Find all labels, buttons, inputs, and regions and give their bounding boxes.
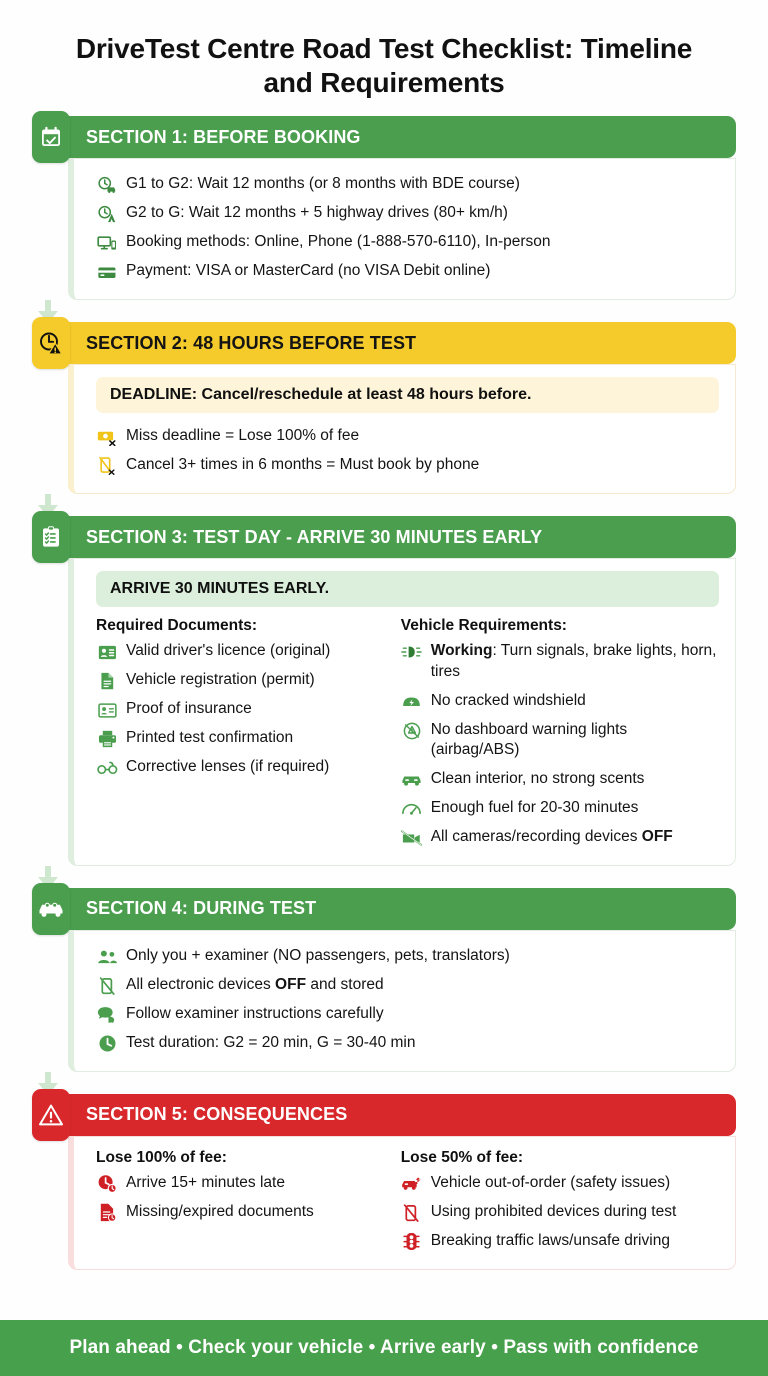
car-icon	[401, 770, 423, 790]
section-4-body	[68, 930, 736, 1072]
section-3-body	[68, 558, 736, 865]
list-item	[401, 688, 719, 715]
list-item	[96, 1170, 391, 1197]
arrive-early-callout: ARRIVE 30 MINUTES EARLY.	[96, 571, 719, 607]
footer-banner: Plan ahead • Check your vehicle • Arrive early • Pass with confidence	[0, 1320, 768, 1376]
section-2-header-row	[32, 322, 736, 364]
list-item-label: Printed test confirmation	[126, 729, 294, 747]
document-expired-icon	[96, 1203, 118, 1223]
list-item-label: No dashboard warning lights (airbag/ABS)	[430, 720, 628, 759]
printer-icon	[96, 729, 118, 749]
list-item-label: Miss deadline = Lose 100% of fee	[126, 427, 360, 445]
column-heading: Lose 100% of fee:	[96, 1148, 227, 1166]
clipboard-list-icon	[39, 525, 63, 549]
section-1	[32, 116, 736, 300]
list-item-label: G2 to G: Wait 12 months + 5 highway drives (80+ km/h)	[126, 204, 508, 222]
section-2-title: SECTION 2: 48 HOURS BEFORE TEST	[68, 322, 736, 364]
section-4-badge	[32, 883, 70, 935]
list-item	[96, 171, 719, 198]
section-3-badge	[32, 511, 70, 563]
section-4-items	[96, 943, 719, 1057]
working-rest: : Turn signals, brake lights, horn, tires	[430, 642, 717, 680]
car-occupants-icon	[38, 899, 64, 919]
fuel-gauge-icon	[401, 799, 423, 819]
id-card-icon	[96, 642, 118, 662]
list-item	[96, 725, 391, 752]
section-3-title: SECTION 3: TEST DAY - ARRIVE 30 MINUTES EARLY	[68, 516, 736, 558]
off-bold: OFF	[641, 827, 673, 845]
list-item-label: Clean interior, no strong scents	[430, 769, 645, 787]
list-item-label: Breaking traffic laws/unsafe driving	[430, 1231, 670, 1249]
list-item-label	[431, 641, 719, 682]
column-heading: Vehicle Requirements:	[400, 617, 567, 635]
list-item	[401, 1228, 719, 1255]
section-5-body	[68, 1136, 736, 1270]
list-item	[96, 943, 719, 970]
page-title: DriveTest Centre Road Test Checklist: Timeline and Requirements	[75, 33, 693, 99]
working-bold: Working	[430, 642, 493, 660]
list-item-label: Vehicle registration (permit)	[126, 671, 315, 689]
clock-warning-icon	[38, 330, 64, 356]
glasses-icon	[96, 758, 118, 778]
section-4	[32, 888, 736, 1072]
section-1-items	[96, 171, 719, 285]
section-1-title: SECTION 1: BEFORE BOOKING	[68, 116, 736, 158]
phone-off-icon	[96, 976, 118, 996]
section-5-header-row	[32, 1094, 736, 1136]
deadline-callout: DEADLINE: Cancel/reschedule at least 48 hours before.	[96, 377, 719, 413]
section-3	[32, 516, 736, 865]
section-2-body	[68, 364, 736, 494]
desktop-mobile-icon	[96, 233, 118, 253]
list-item-label: G1 to G2: Wait 12 months (or 8 months with BDE course)	[126, 175, 520, 193]
list-item	[401, 766, 719, 793]
devices-text-after: and stored	[306, 975, 384, 993]
car-repair-icon	[401, 1174, 423, 1194]
phone-prohibited-icon	[401, 1203, 423, 1223]
column-heading: Required Documents:	[96, 617, 258, 635]
list-item	[96, 972, 719, 999]
vehicle-requirements-column	[401, 617, 719, 850]
list-item	[401, 1199, 719, 1226]
section-2-items	[96, 423, 719, 479]
list-item	[401, 638, 719, 685]
off-bold: OFF	[275, 975, 307, 993]
list-item	[96, 1030, 719, 1057]
section-3-header-row	[32, 516, 736, 558]
list-item	[401, 1170, 719, 1197]
list-item-label: Follow examiner instructions carefully	[126, 1004, 384, 1022]
section-2	[32, 322, 736, 494]
list-item	[96, 754, 391, 781]
insurance-card-icon	[96, 700, 118, 720]
list-item	[96, 229, 719, 256]
two-people-icon	[96, 947, 118, 967]
headlight-icon	[401, 642, 423, 662]
list-item	[401, 717, 719, 764]
list-item-label: Payment: VISA or MasterCard (no VISA Debit online)	[126, 262, 491, 280]
list-item	[96, 638, 391, 665]
section-1-badge	[32, 111, 70, 163]
camera-off-icon	[401, 828, 423, 848]
list-item-label: Test duration: G2 = 20 min, G = 30-40 min	[126, 1033, 416, 1051]
list-item	[96, 258, 719, 285]
list-item-label: Proof of insurance	[126, 700, 252, 718]
windshield-icon	[401, 692, 423, 712]
phone-x-icon	[96, 456, 118, 476]
list-item-label: No cracked windshield	[430, 691, 586, 709]
document-icon	[96, 671, 118, 691]
list-item	[401, 824, 719, 851]
section-5-columns	[96, 1149, 719, 1255]
traffic-light-icon	[401, 1232, 423, 1252]
list-item-label	[126, 975, 719, 996]
sections-container	[0, 116, 768, 1306]
section-1-body	[68, 158, 736, 300]
section-5	[32, 1094, 736, 1270]
clock-late-icon	[96, 1174, 118, 1194]
list-item-label: Only you + examiner (NO passengers, pets, translators)	[126, 946, 510, 964]
lose-100-column	[96, 1149, 391, 1255]
devices-text: All electronic devices	[126, 975, 276, 993]
list-item-label: Vehicle out-of-order (safety issues)	[430, 1173, 671, 1191]
list-item	[96, 1001, 719, 1028]
calendar-check-icon	[39, 125, 63, 149]
list-item-label: Booking methods: Online, Phone (1-888-570-6110), In-person	[126, 233, 551, 251]
money-x-icon	[96, 427, 118, 447]
clock-car-icon	[96, 175, 118, 195]
section-4-header-row	[32, 888, 736, 930]
list-item	[96, 200, 719, 227]
list-item-label: Valid driver's licence (original)	[126, 642, 331, 660]
list-item-label	[431, 827, 719, 848]
list-item	[96, 1199, 391, 1226]
warning-triangle-icon	[38, 1103, 64, 1127]
chat-icon	[96, 1005, 118, 1025]
section-2-badge	[32, 317, 70, 369]
column-heading: Lose 50% of fee:	[400, 1148, 524, 1166]
clock-highway-icon	[96, 204, 118, 224]
list-item-label: Arrive 15+ minutes late	[126, 1173, 285, 1191]
section-1-header-row	[32, 116, 736, 158]
section-3-columns	[96, 617, 719, 850]
section-5-badge	[32, 1089, 70, 1141]
section-5-title: SECTION 5: CONSEQUENCES	[68, 1094, 736, 1136]
dashboard-warning-icon	[401, 721, 423, 741]
section-4-title: SECTION 4: DURING TEST	[68, 888, 736, 930]
list-item	[96, 667, 391, 694]
list-item-label: Enough fuel for 20-30 minutes	[430, 798, 639, 816]
credit-card-icon	[96, 262, 118, 282]
list-item-label: Cancel 3+ times in 6 months = Must book by phone	[126, 456, 480, 474]
list-item	[96, 452, 719, 479]
list-item-label: Missing/expired documents	[126, 1202, 314, 1220]
cameras-text: All cameras/recording devices	[430, 827, 642, 845]
clock-icon	[96, 1034, 118, 1054]
list-item	[96, 423, 719, 450]
list-item-label: Using prohibited devices during test	[430, 1202, 677, 1220]
list-item-label: Corrective lenses (if required)	[126, 758, 330, 776]
required-documents-column	[96, 617, 391, 850]
list-item	[96, 696, 391, 723]
lose-50-column	[401, 1149, 719, 1255]
list-item	[401, 795, 719, 822]
